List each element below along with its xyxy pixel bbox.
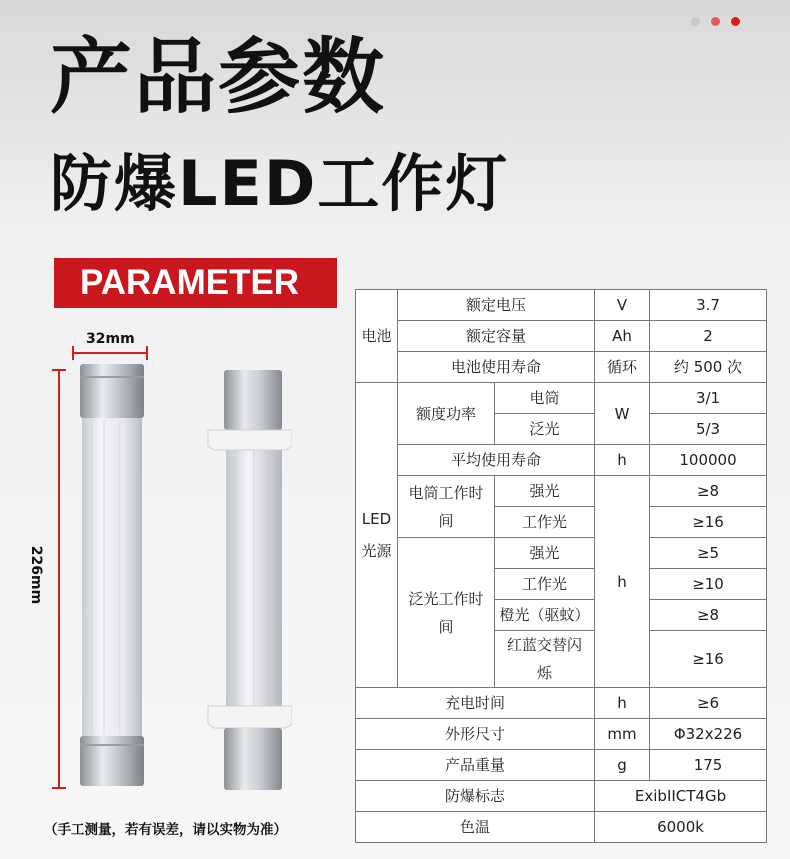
led-group-label [356,383,398,688]
ex-mark-label: 防爆标志 [356,781,595,812]
flood-power-label: 泛光 [495,414,595,445]
height-tick-bottom [52,787,66,789]
work-time-unit: h [595,476,650,688]
led-label: LED [361,510,392,528]
ex-mark-value: ExibIICT4Gb [595,781,767,812]
light-source-label: 光源 [361,542,392,560]
dot-3 [731,17,740,26]
rated-capacity-unit: Ah [595,321,650,352]
red-blue-flash-label [495,631,595,688]
width-tick-right [146,346,148,360]
dot-1 [691,17,700,26]
table-row [356,290,767,321]
rated-voltage-value: 3.7 [650,290,767,321]
torch-power-value: 3/1 [650,383,767,414]
rated-capacity-label: 额定容量 [398,321,595,352]
dimensions-value: Φ32x226 [650,719,767,750]
battery-life-unit: 循环 [595,352,650,383]
orange-light-value: ≥8 [650,600,767,631]
weight-label: 产品重量 [356,750,595,781]
rated-power-label: 额度功率 [398,383,495,445]
battery-group-label: 电池 [356,290,398,383]
lamp-side-image [206,368,292,792]
table-row [356,750,767,781]
table-row [356,781,767,812]
table-row [356,538,767,569]
page-title: 产品参数 [50,30,387,125]
color-temp-value: 6000k [595,812,767,843]
flood-power-value: 5/3 [650,414,767,445]
charge-time-unit: h [595,688,650,719]
table-row [356,719,767,750]
torch-power-label: 电筒 [495,383,595,414]
width-dimension-line [73,352,147,354]
torch-time-label-line1: 电筒工作时 [408,483,484,502]
torch-strong-label: 强光 [495,476,595,507]
rated-power-unit: W [595,383,650,445]
height-dimension-line [58,370,60,788]
avg-life-value: 100000 [650,445,767,476]
width-label: 32mm [86,331,135,347]
measurement-note: （手工测量，若有误差，请以实物为准） [44,822,287,838]
spec-table [355,289,767,843]
flood-time-label [398,538,495,688]
red-blue-flash-label-line1: 红蓝交替闪 [507,636,583,654]
battery-life-value: 约 500 次 [650,352,767,383]
rated-voltage-unit: V [595,290,650,321]
orange-light-label: 橙光（驱蚊） [495,600,595,631]
torch-time-label-line2: 间 [438,511,454,530]
charge-time-label: 充电时间 [356,688,595,719]
weight-unit: g [595,750,650,781]
flood-work-value: ≥10 [650,569,767,600]
flood-time-label-line2: 间 [438,617,454,636]
table-row [356,688,767,719]
table-row [356,812,767,843]
battery-life-label: 电池使用寿命 [398,352,595,383]
table-row [356,352,767,383]
dot-2 [711,17,720,26]
width-tick-left [72,346,74,360]
rated-voltage-label: 额定电压 [398,290,595,321]
weight-value: 175 [650,750,767,781]
charge-time-value: ≥6 [650,688,767,719]
height-tick-top [52,369,66,371]
lamp-front-image [80,362,144,790]
flood-work-label: 工作光 [495,569,595,600]
table-row [356,383,767,414]
table-row [356,445,767,476]
color-temp-label: 色温 [356,812,595,843]
height-label: 226mm [28,545,44,605]
dimensions-label: 外形尺寸 [356,719,595,750]
flood-strong-value: ≥5 [650,538,767,569]
rated-capacity-value: 2 [650,321,767,352]
flood-strong-label: 强光 [495,538,595,569]
parameter-badge: PARAMETER [54,258,337,308]
product-name: 防爆LED工作灯 [50,147,510,220]
torch-strong-value: ≥8 [650,476,767,507]
red-blue-flash-label-line2: 烁 [537,664,553,682]
avg-life-label: 平均使用寿命 [398,445,595,476]
dimensions-unit: mm [595,719,650,750]
torch-work-value: ≥16 [650,507,767,538]
flood-time-label-line1: 泛光工作时 [408,589,484,608]
pagination-dots [691,17,740,26]
table-row [356,321,767,352]
avg-life-unit: h [595,445,650,476]
table-row [356,476,767,507]
torch-work-label: 工作光 [495,507,595,538]
torch-time-label [398,476,495,538]
red-blue-flash-value: ≥16 [650,631,767,688]
